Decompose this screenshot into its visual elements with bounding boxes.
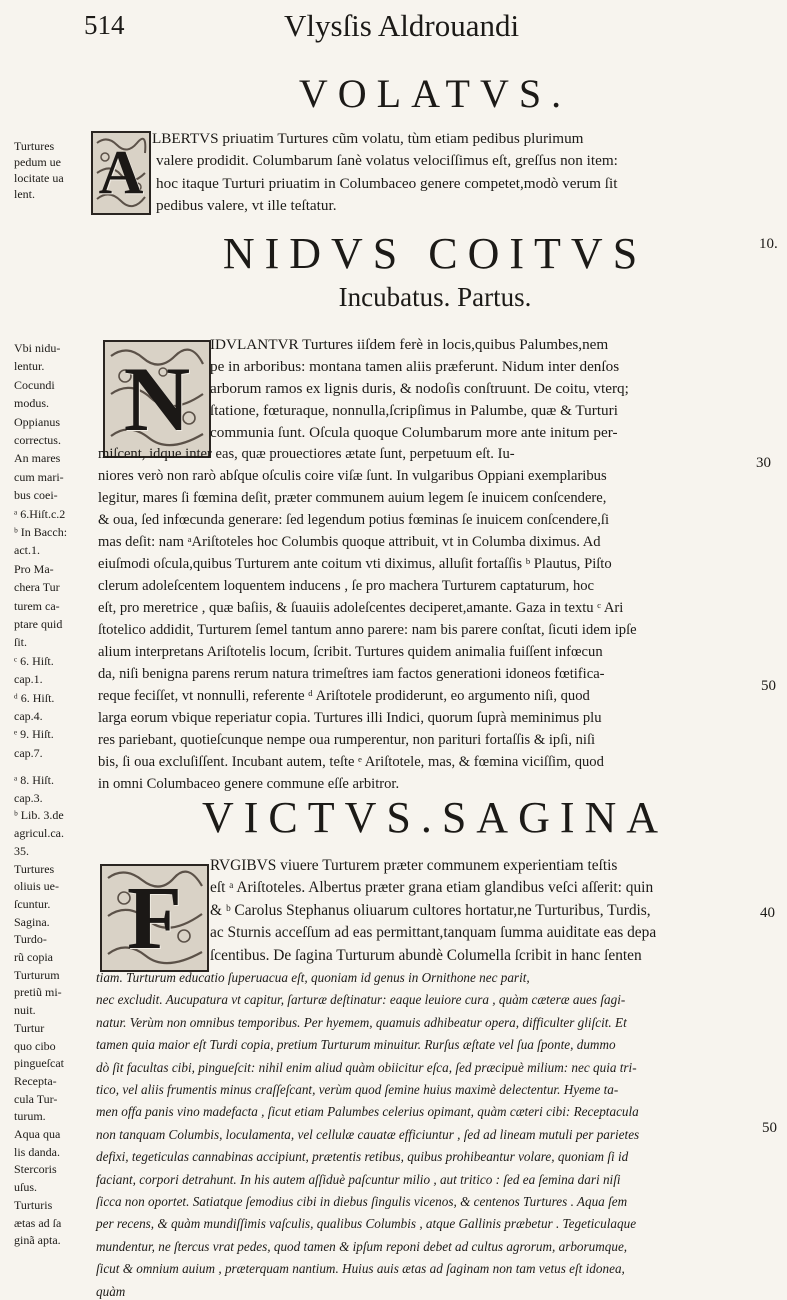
- margin-note: quo cibo: [14, 1038, 56, 1053]
- text-line: ſicut & omnium auium , præterquam nantium. Huius auis ætas ad ſaginam non tam vetus eſt idonea,: [96, 1261, 625, 1277]
- margin-note: nuit.: [14, 1003, 36, 1018]
- margin-note: bus coei-: [14, 488, 58, 503]
- text-line: arborum ramos ex lignis duris, & nodoſis conſtruunt. De coitu, vterq;: [210, 380, 629, 397]
- margin-note: lis danda.: [14, 1144, 60, 1159]
- page-number: 514: [84, 10, 125, 40]
- text-line: mas deſit: nam ᵃAriſtoteles hoc Columbis quoque attribuit, vt in Columba diximus. Ad: [98, 534, 601, 550]
- margin-note: turum.: [14, 1109, 46, 1124]
- text-line: reque feciſſet, vt nonnulli, referente ᵈ Ariſtotele prodiderunt, eo argumento niſi, quod: [98, 688, 590, 704]
- text-line: tiam. Turturum educatio ſuperuacua eſt, quoniam id genus in Ornithone nec parit,: [96, 970, 530, 985]
- line-number: 10.: [759, 236, 778, 252]
- margin-note: ᵇ Lib. 3.de: [14, 808, 64, 823]
- initial-n-ornament: [103, 340, 211, 458]
- line-number: 30: [756, 455, 771, 471]
- margin-note: Recepta-: [14, 1073, 57, 1088]
- margin-note: Cocundi: [14, 377, 55, 392]
- margin-note: ᵃ 6.Hiſt.c.2: [14, 506, 66, 521]
- text-line: & ᵇ Carolus Stephanus oliuarum cultores hortatur,ne Turturibus, Turdis,: [210, 901, 651, 919]
- margin-note: Turtures: [14, 139, 55, 153]
- margin-note: correctus.: [14, 433, 61, 447]
- text-line: ſicca non oportet. Satiatque ſemodius cibi in diebus ſingulis vicenos, & centenos Turtures . Aqua ſem: [96, 1194, 628, 1209]
- margin-note: rũ copia: [14, 950, 53, 964]
- subheading-incubatus-partus: Incubatus. Partus.: [338, 282, 532, 312]
- text-line: valere prodidit. Columbarum ſanè volatus velociſſimus eſt, greſſus non item:: [156, 152, 618, 170]
- text-line: pedibus valere, vt ille teſtatur.: [156, 196, 337, 214]
- margin-note: An mares: [14, 451, 61, 466]
- margin-note: uſus.: [14, 1180, 38, 1195]
- margin-note: turem ca-: [14, 598, 60, 613]
- margin-note: 35.: [14, 843, 29, 858]
- text-line: nec excludit. Aucupatura vt capitur, ſarturæ deſtinatur: eaque leuiore cura , quàm cæteræ aues ſagi-: [96, 992, 626, 1008]
- text-line: natur. Verùm non omnibus temporibus. Per hyemem, quamuis adhibeatur opera, difficulter gliſcit. Et: [96, 1014, 627, 1030]
- margin-note: Vbi nidu-: [14, 341, 61, 355]
- margin-note: cap.7.: [14, 745, 43, 760]
- heading-volatus: VOLATVS.: [298, 71, 572, 116]
- text-line: ac Sturnis acceſſum ad eas permittant,tanquam ſumma auiditate eas depa: [210, 924, 657, 942]
- margin-note: pretiũ mi-: [14, 985, 62, 1000]
- text-line: miſcent, idque inter eas, quæ prouectiores ætate ſunt, perpetuum eſt. Iu-: [98, 446, 515, 462]
- margin-note: cula Tur-: [14, 1091, 58, 1106]
- margin-note: lent.: [14, 187, 35, 201]
- margin-note: locitate ua: [14, 171, 64, 185]
- margin-note: ᵃ 8. Hiſt.: [14, 773, 54, 787]
- margin-note: oliuis ue-: [14, 879, 59, 894]
- text-line: larga eorum vbique reperiatur copia. Turtures illi Indici, quorum ſuprà meminimus plu: [98, 710, 602, 726]
- text-line: IDVLANTVR Turtures iiſdem ferè in locis,quibus Palumbes,nem: [210, 336, 609, 353]
- text-line: eſt ᵃ Ariſtoteles. Albertus præter grana etiam glandibus veſci aſſerit: quin: [210, 879, 654, 897]
- margin-note: Turturis: [14, 1197, 53, 1212]
- text-line: per recens, & quàm mundiſſimis vaſculis, qualibus Columbis , atque Gallinis præbetur . Tegeticulaque: [96, 1216, 637, 1232]
- line-number: 50: [761, 678, 776, 694]
- margin-note: agricul.ca.: [14, 826, 64, 841]
- text-line: da, niſi benigna parens rerum natura trimeſtres iam factos generationi idoneos fœtifica-: [98, 666, 605, 682]
- text-line: niores verò non rarò abſque oſculis coire viſæ ſunt. In vulgaribus Oppiani exemplaribus: [98, 468, 607, 484]
- margin-note: Turtur: [14, 1020, 45, 1035]
- initial-letter: A: [98, 138, 144, 207]
- margin-note: modus.: [14, 396, 50, 411]
- text-line: hoc itaque Turturi priuatim in Columbaceo genere competet,modò verum ſit: [156, 174, 618, 192]
- text-line: in omni Columbaceo genere commune eſſe arbitror.: [98, 776, 400, 792]
- margin-note: cap.4.: [14, 709, 43, 723]
- initial-a-ornament: [91, 131, 151, 215]
- running-title: Vlysſis Aldrouandi: [284, 8, 520, 43]
- margin-note: Aqua qua: [14, 1127, 61, 1141]
- text-line: & oua, ſed infœcunda generare: ſed legendum potius fœminas ſe inuicem conſcendere,ſi: [98, 512, 610, 528]
- text-line: dò ſit facultas cibi, pingueſcit: nihil enim aliud quàm obiicitur eſca, ſed præcipuè milium: nec quia tri-: [96, 1059, 637, 1075]
- text-line: mundentur, ne ſtercus vrat pedes, quod tamen & ipſum reponi debet ad cultus agrorum, arborumque,: [96, 1238, 628, 1254]
- text-line: alium interpretans Ariſtotelis locum, ſcribit. Turtures quidem animalia fuiſſent infœcun: [98, 644, 603, 660]
- margin-note: Pro Ma-: [14, 561, 54, 576]
- margin-note: ptare quid: [14, 617, 63, 631]
- text-line: ſcentibus. De ſagina Turturum abundè Columella ſcribit in hanc ſenten: [210, 946, 642, 964]
- text-line: non tanquam Columbis, loculamenta, vel cellulæ cauatæ efficiuntur , ſed ad lineam mutuli per parietes: [96, 1126, 640, 1142]
- margin-note: cum mari-: [14, 469, 64, 484]
- initial-f-ornament: [100, 864, 209, 972]
- line-number: 50: [762, 1120, 777, 1136]
- line-number: 40: [760, 905, 775, 921]
- text-line: eſt, pro meretrice , quæ baſiis, & ſuauiis adoleſcentes deciperet,amante. Gaza in textu ᶜ Ari: [98, 600, 624, 616]
- initial-letter: F: [127, 868, 182, 968]
- text-line: clerum adoleſcentem loquentem inducens , ſe pro machera Turturem captaturum, hoc: [98, 578, 595, 594]
- text-line: bis, ſi oua excluſiſſent. Incubant autem, teſte ᵉ Ariſtotele, mas, & fœmina viciſſim, quod: [98, 754, 604, 770]
- margin-note: Oppianus: [14, 414, 60, 429]
- text-line: eiuſmodi oſcula,quibus Turturem ante coitum vti diximus, alluſit fortaſſis ᵇ Plautus, Piſto: [98, 556, 612, 572]
- margin-note: Turturum: [14, 967, 60, 982]
- text-line: LBERTVS priuatim Turtures cũm volatu, tùm etiam pedibus plurimum: [152, 130, 584, 147]
- margin-note: ᵉ 9. Hiſt.: [14, 727, 54, 742]
- margin-note: ginã apta.: [14, 1233, 61, 1248]
- text-line: tico, vel aliis frumentis minus craſſeſcant, verùm quod ſemine huius maximè delectentur. Hyeme ta-: [96, 1082, 619, 1097]
- margin-note: ᵈ 6. Hiſt.: [14, 690, 55, 705]
- margin-note: ᵇ In Bacch:: [14, 525, 68, 539]
- margin-note: Turtures: [14, 861, 55, 876]
- margin-note: ᶜ 6. Hiſt.: [14, 653, 54, 668]
- text-line: res pariebant, quotieſcunque nempe oua rumperentur, non parituri fortaſſis & ipſi, niſi: [98, 732, 596, 748]
- text-line: communia ſunt. Oſcula quoque Columbarum more ante initum per-: [210, 424, 618, 441]
- initial-letter: N: [123, 348, 191, 450]
- text-line: pe in arboribus: montana tamen aliis præferunt. Nidum inter denſos: [210, 358, 620, 375]
- text-line: faciant, corpori detrahunt. In his autem aſſiduè paſcuntur milio , aut tritico : ſed ea ſemina dari niſi: [96, 1171, 621, 1187]
- heading-nidus-coitus: NIDVS COITVS: [222, 229, 648, 278]
- text-line: ſtotelico addidit, Turturem ſemel tantum anno parere: nam bis parere conſtat, ſicuti idem ipſe: [98, 622, 637, 638]
- margin-note: pedum ue: [14, 155, 61, 169]
- margin-note: ſcuntur.: [14, 896, 51, 911]
- margin-note: cap.1.: [14, 672, 43, 687]
- text-line: men offa panis vino madefacta , ſicut etiam Palumbes celerius opimant, quàm cæteri cibi: Receptacula: [96, 1104, 639, 1120]
- margin-note: cap.3.: [14, 790, 43, 805]
- text-line: quàm: [96, 1283, 126, 1299]
- margin-note: chera Tur: [14, 580, 60, 595]
- text-line: RVGIBVS viuere Turturem præter communem experientiam teſtis: [210, 857, 618, 874]
- text-line: tamen quia maior eſt Turdi copia, pretium Turturum minuitur. Rurſus æſtate vel ſua ſponte, dummo: [96, 1037, 616, 1053]
- margin-note: Sagina.: [14, 914, 50, 929]
- text-line: ſtatione, fœturaque, nonnulla,ſcripſimus in Palumbe, quæ & Turturi: [210, 402, 618, 419]
- text-line: defixi, tegeticulas cannabinas accipiunt, prætentis retibus, quibus prohibeantur volare, quoniam ſi id: [96, 1149, 629, 1165]
- margin-note: ætas ad ſa: [14, 1215, 62, 1230]
- margin-note: lentur.: [14, 359, 45, 374]
- margin-note: act.1.: [14, 543, 40, 558]
- margin-note: ſit.: [14, 635, 28, 650]
- margin-note: pingueſcat: [14, 1056, 64, 1071]
- heading-victus-sagina: VICTVS.SAGINA: [201, 793, 669, 842]
- margin-note: Stercoris: [14, 1162, 57, 1177]
- text-line: legitur, mares ſi fœmina deſit, præter communem auium legem ſe inuicem conſcendere,: [98, 490, 607, 506]
- margin-note: Turdo-: [14, 932, 47, 947]
